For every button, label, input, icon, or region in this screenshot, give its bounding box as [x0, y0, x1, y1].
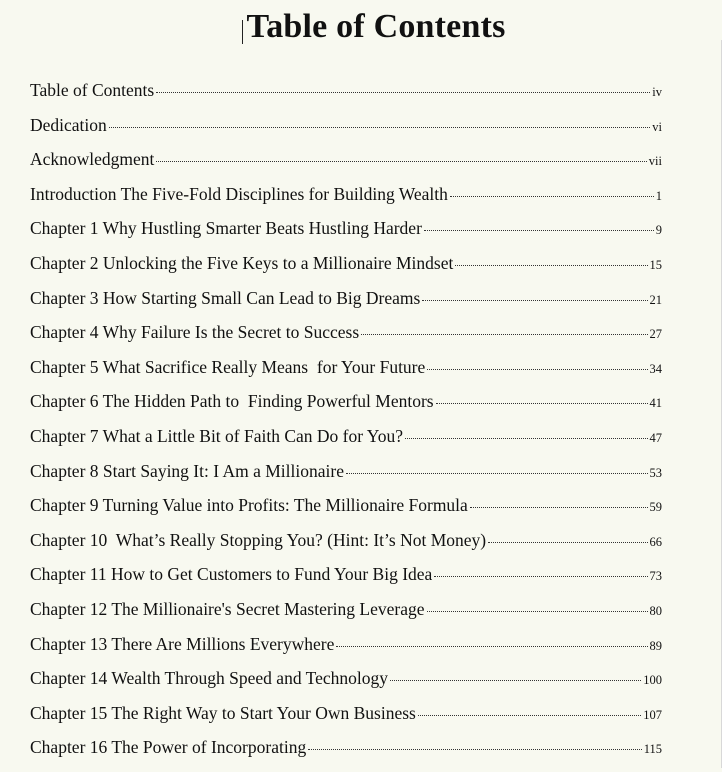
toc-entry-title[interactable]: Acknowledgment	[30, 149, 155, 170]
dot-leader	[424, 230, 654, 231]
toc-entry-title[interactable]: Chapter 14 Wealth Through Speed and Technology	[30, 668, 388, 689]
toc-entry-title[interactable]: Chapter 2 Unlocking the Five Keys to a Millionaire Mindset	[30, 252, 454, 273]
toc-entry-page-number[interactable]: 107	[643, 707, 662, 722]
toc-entry[interactable]	[30, 668, 662, 703]
toc-entry[interactable]	[30, 357, 662, 392]
toc-entry-title[interactable]: Chapter 8 Start Saying It: I Am a Millionaire	[30, 460, 344, 481]
dot-leader	[361, 334, 647, 335]
toc-entry-title[interactable]: Chapter 11 How to Get Customers to Fund Your Big Idea	[30, 564, 433, 585]
toc-entry-page-number[interactable]: 53	[649, 465, 662, 480]
toc-entry-page-number[interactable]: 1	[655, 188, 662, 203]
toc-entry[interactable]	[30, 495, 662, 530]
dot-leader	[418, 715, 641, 716]
toc-entry-page-number[interactable]: 80	[649, 603, 662, 618]
page-title: Table of Contents	[246, 8, 506, 45]
toc-entry-title[interactable]: Chapter 7 What a Little Bit of Faith Can Do for You?	[30, 425, 403, 446]
dot-leader	[488, 542, 647, 543]
toc-entry-title[interactable]: Chapter 12 The Millionaire's Secret Mastering Leverage	[30, 598, 425, 619]
toc-entry-page-number[interactable]: vi	[652, 119, 662, 134]
toc-entry-page-number[interactable]: 66	[649, 534, 662, 549]
toc-entry[interactable]	[30, 461, 662, 496]
toc-entry-title[interactable]: Chapter 1 Why Hustling Smarter Beats Hustling Harder	[30, 218, 422, 239]
table-of-contents	[30, 80, 662, 772]
dot-leader	[450, 196, 654, 197]
toc-entry-title[interactable]: Table of Contents	[30, 80, 155, 100]
toc-entry[interactable]	[30, 115, 662, 150]
toc-entry-page-number[interactable]: 15	[649, 257, 662, 272]
toc-entry-page-number[interactable]: 89	[649, 638, 662, 653]
toc-entry[interactable]	[30, 737, 662, 772]
dot-leader	[346, 473, 648, 474]
toc-entry-title[interactable]: Chapter 5 What Sacrifice Really Means for Your Future	[30, 356, 426, 377]
toc-entry[interactable]	[30, 391, 662, 426]
toc-entry[interactable]	[30, 288, 662, 323]
toc-entry[interactable]	[30, 149, 662, 184]
toc-entry-page-number[interactable]: 59	[649, 500, 662, 515]
dot-leader	[109, 127, 650, 128]
dot-leader	[455, 265, 647, 266]
toc-entry-title[interactable]: Chapter 10 What’s Really Stopping You? (Hint: It’s Not Money)	[30, 529, 487, 550]
toc-entry-page-number[interactable]: 21	[649, 292, 662, 307]
toc-entry-page-number[interactable]: 73	[649, 569, 662, 584]
toc-entry-page-number[interactable]: 27	[649, 327, 662, 342]
toc-entry-page-number[interactable]: vii	[648, 154, 662, 169]
dot-leader	[405, 438, 648, 439]
toc-entry[interactable]	[30, 426, 662, 461]
dot-leader	[308, 749, 642, 750]
dot-leader	[434, 576, 647, 577]
toc-entry-page-number[interactable]: 115	[643, 742, 662, 757]
toc-entry[interactable]	[30, 530, 662, 565]
dot-leader	[390, 680, 641, 681]
toc-entry-page-number[interactable]: 34	[649, 361, 662, 376]
toc-entry-title[interactable]: Chapter 13 There Are Millions Everywhere	[30, 633, 335, 654]
toc-entry[interactable]	[30, 564, 662, 599]
dot-leader	[156, 161, 646, 162]
dot-leader	[422, 300, 647, 301]
toc-entry-page-number[interactable]: 41	[649, 396, 662, 411]
toc-entry[interactable]	[30, 80, 662, 115]
toc-entry-title[interactable]: Chapter 4 Why Failure Is the Secret to Success	[30, 322, 360, 343]
toc-entry[interactable]	[30, 218, 662, 253]
dot-leader	[427, 369, 647, 370]
toc-entry-page-number[interactable]: iv	[652, 85, 662, 99]
toc-entry[interactable]	[30, 322, 662, 357]
toc-entry[interactable]	[30, 634, 662, 669]
toc-entry-title[interactable]: Chapter 9 Turning Value into Profits: The Millionaire Formula	[30, 495, 468, 516]
dot-leader	[156, 92, 650, 93]
toc-entry-page-number[interactable]: 100	[643, 673, 662, 688]
dot-leader	[427, 611, 648, 612]
toc-entry-page-number[interactable]: 9	[655, 223, 662, 238]
dot-leader	[436, 403, 648, 404]
toc-entry-title[interactable]: Chapter 3 How Starting Small Can Lead to Big Dreams	[30, 287, 421, 308]
toc-entry[interactable]	[30, 703, 662, 738]
toc-entry-title[interactable]: Chapter 6 The Hidden Path to Finding Powerful Mentors	[30, 391, 434, 412]
toc-entry-title[interactable]: Dedication	[30, 114, 107, 135]
dot-leader	[470, 507, 648, 508]
toc-entry-page-number[interactable]: 47	[649, 430, 662, 445]
toc-entry[interactable]	[30, 253, 662, 288]
toc-entry[interactable]	[30, 184, 662, 219]
toc-entry-title[interactable]: Chapter 16 The Power of Incorporating	[30, 737, 307, 758]
dot-leader	[336, 646, 647, 647]
toc-entry[interactable]	[30, 599, 662, 634]
toc-entry-title[interactable]: Chapter 15 The Right Way to Start Your Own Business	[30, 702, 416, 723]
toc-entry-title[interactable]: Introduction The Five-Fold Disciplines for Building Wealth	[30, 183, 448, 204]
